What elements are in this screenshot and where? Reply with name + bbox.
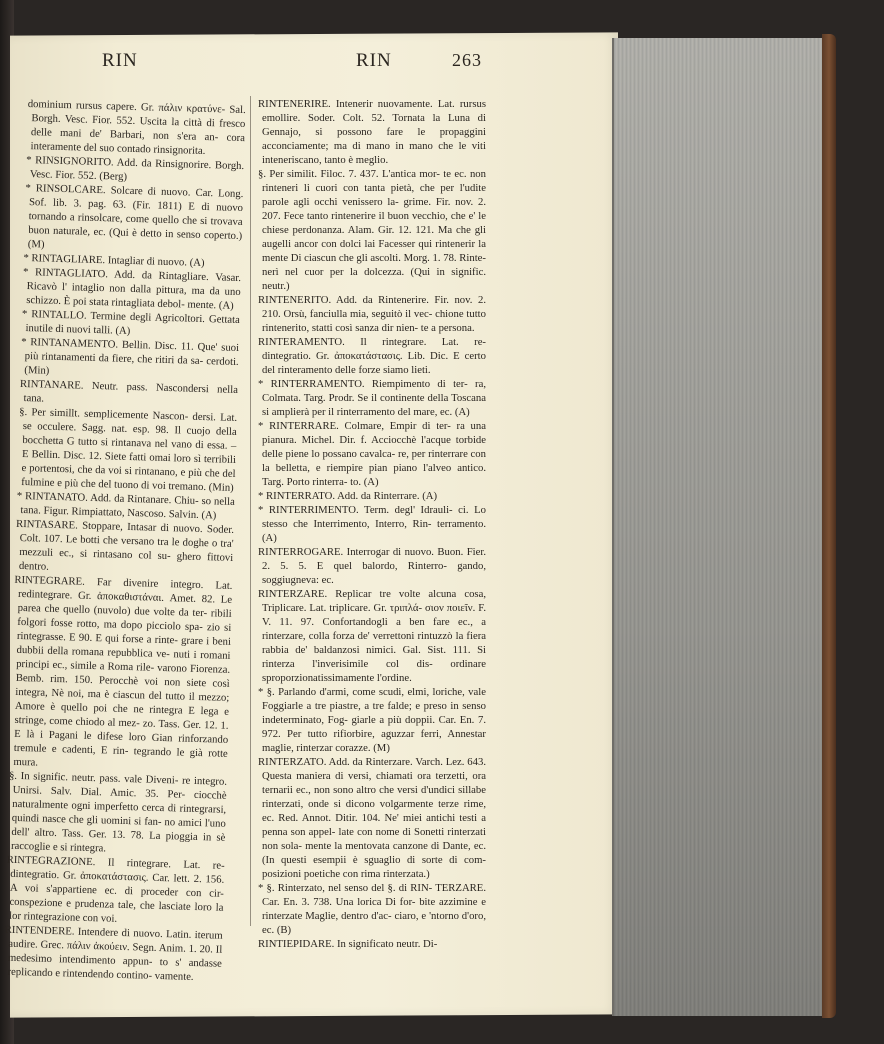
- center-running-head: RIN: [356, 50, 392, 71]
- dictionary-entry: * RINTERRAMENTO. Riempimento di ter- ra, Colmata. Targ. Prodr. Se il continente della Toscana si amplierà per il rinterramento del mare, ec. (A): [258, 378, 486, 418]
- dictionary-entry: RINTENERITO. Add. da Rintenerire. Fir. nov. 2. 210. Orsù, fanciulla mia, seguitò il vec- chione tutto rintenerito, statti così sanza dir nien- te a persona.: [258, 294, 486, 334]
- dictionary-entry: * RINSOLCARE. Solcare di nuovo. Car. Long. Sof. lib. 3. pag. 63. (Fir. 1811) E di nuovo tornando a rinsolcare, come quello che si trovava buon naturale, ec. (Qui è detto in senso coperto.) (M): [25, 181, 244, 251]
- left-text-column: [3, 97, 246, 985]
- column-divider: [250, 96, 251, 926]
- dictionary-entry: * RINTANATO. Add. da Rintanare. Chiu- so nella tana. Figur. Rimpiattato, Nascoso. Salvin. (A): [16, 489, 235, 522]
- dictionary-entry: RINTENDERE. Intendere di nuovo. Latin. iterum audire. Grec. πάλιν ἀκούειν. Segn. Anim. 1. 20. Il medesimo intendimento appun- to s' andasse replicando e rintendendo contino- vamente.: [4, 923, 223, 983]
- dictionary-entry: * RINTERRARE. Colmare, Empir di ter- ra una pianura. Michel. Dir. f. Acciocchè l'acque torbide delle piene lo possano cavalca- re, per rinterrare con la belletta, e riempire pian piano l'alveo antico. Targ. Porto rinterra- to. (A): [258, 420, 486, 488]
- dictionary-entry: * RINSIGNORITO. Add. da Rinsignorire. Borgh. Vesc. Fior. 552. (Berg): [26, 153, 245, 183]
- page-number: 263: [452, 50, 482, 70]
- dictionary-entry: RINTERAMENTO. Il rintegrare. Lat. re- dintegratio. Gr. ἀποκατάστασις. Lib. Dic. E certo del rinteramento delle forze siamo lieti.: [258, 336, 486, 376]
- dictionary-entry: RINTERZARE. Replicar tre volte alcuna cosa, Triplicare. Lat. triplicare. Gr. τριπλά- σιον ποιεῖν. F. V. 11. 97. Confortandogli a ben fare ec., a rinterzare, colla forza de' verrettoni rintuzzò la fiera rabbia de' baldanzosi nimici. Gal. Sist. 111. Si rinterza l'inverisimile col dis- ordinare sproporzionatissimamente l'ordine.: [258, 588, 486, 684]
- dictionary-entry: RINTENERIRE. Intenerir nuovamente. Lat. rursus emollire. Soder. Colt. 52. Tornata la Luna di Gennajo, si possono fare le propaggini acconciamente; ma di mano in mano che le viti inteneriscano, tanto è meglio.: [258, 98, 486, 166]
- left-running-head: RIN: [102, 50, 138, 71]
- dictionary-entry: * RINTAGLIATO. Add. da Rintagliare. Vasar. Ricavò l' intaglio non dalla pittura, ma da uno schizzo. È poi stata rintagliata debol- mente. (A): [22, 265, 242, 312]
- dictionary-entry: * RINTERRATO. Add. da Rinterrare. (A): [258, 490, 438, 502]
- dictionary-entry: * §. Rinterzato, nel senso del §. di RIN- TERZARE. Car. En. 3. 738. Una lorica Di for- bite azzimine e rinterzate Maglie, dentro d'ac- ciaro, e 'ntorno d'oro, ec. (B): [258, 882, 486, 936]
- book-page-edges: [612, 38, 828, 1016]
- dictionary-entry: RINTIEPIDARE. In significato neutr. Di-: [258, 938, 438, 950]
- dictionary-entry: RINTANARE. Neutr. pass. Nascondersi nella tana.: [19, 377, 239, 405]
- book-cover-edge: [822, 34, 836, 1018]
- dictionary-entry: * RINTAGLIARE. Intagliar di nuovo. (A): [23, 251, 205, 269]
- right-text-column: [258, 97, 486, 951]
- dictionary-entry: * RINTALLO. Termine degli Agricoltori. Gettata inutile di nuovi talli. (A): [21, 307, 241, 337]
- dictionary-entry: * RINTANAMENTO. Bellin. Disc. 11. Que' suoi più rintanamenti da fiere, che ritiri da sa- cerdoti. (Min): [20, 335, 240, 377]
- dictionary-entry: RINTASARE. Stoppare, Intasar di nuovo. Soder. Colt. 107. Le botti che versano tra le doghe o tra' mezzuli ec., si rintasano col su- ghero fittovi dentro.: [15, 517, 235, 573]
- dictionary-entry: * §. Parlando d'armi, come scudi, elmi, loriche, vale Foggiarle a tre piastre, a tre falde; e preso in senso indeterminato, Fog- giarle a più doppii. Car. En. 7. 972. Per tutto rifiorbire, aguzzar ferri, Annestar maglie, rinterzar corazze. (M): [258, 686, 486, 754]
- dictionary-entry: §. In signific. neutr. pass. vale Diveni- re integro. Unirsi. Salv. Dial. Amic. 35. Per- ciocchè naturalmente ogni imperfetto cerca di rintegrarsi, quindi nasce che gli uomini si fan- no amici l'uno dell' altro. Tass. Ger. 13. 78. La pioggia in sè raccoglie e si rintegra.: [8, 769, 228, 855]
- dictionary-entry: RINTERZATO. Add. da Rinterzare. Varch. Lez. 643. Questa maniera di versi, chiamati ora terzetti, ora ternarii ec., non sono altro che versi d'undici sillabe rinterzati, onde si dicono volgarmente terze rime, ec. Red. Annot. Ditir. 104. Ne' miei antichi testi a penna son appel- late con nome di Sonetti rinterzati non sola- mente la mentovata canzone di Dante, ec. (In questi esempii è sguaglio di sorte di com- posizioni poetiche con rima rinterzata.): [258, 756, 486, 880]
- dictionary-entry: * RINTERRIMENTO. Term. degl' Idrauli- ci. Lo stesso che Interrimento, Interro, Rin- terramento. (A): [258, 504, 486, 544]
- dictionary-entry: dominium rursus capere. Gr. πάλιν κρατύνε- Sal. Borgh. Vesc. Fior. 552. Uscita la città di fresco delle mani de' Barbari, non s'era an- cora interamente del suo contado rinsignorita.: [27, 97, 246, 157]
- dictionary-entry: RINTEGRAZIONE. Il rintegrare. Lat. re- dintegratio. Gr. ἀποκατάστασις. Car. lett. 2. 156. A voi s'appartiene ec. di proceder con cir- conspezione e prudenza tale, che lasciate loro la lor rintegrazione con voi.: [6, 853, 225, 925]
- dictionary-entry: RINTERROGARE. Interrogar di nuovo. Buon. Fier. 2. 5. 5. E quel balordo, Rinterro- gando, soggiugneva: ec.: [258, 546, 486, 586]
- dictionary-entry: RINTEGRARE. Far divenire integro. Lat. redintegrare. Gr. ἀποκαθιστάναι. Amet. 82. Le parea che quello (nuvolo) due volte da ter- ribili folgori fosse rotto, ma dopo picciolo spa- zio si rintegrasse. E 90. E qui forse a rinte- grare i beni dubbii della romana repubblica ve- nuti i romani principi ec., simile a Roma rile- varono Fiorenza. Bemb. rim. 150. Perocchè voi non siete così integra, Nè noi, ma è ciascun del tutto il mezzo; Amore è quello poi che ne rintegra E lega e stringe, come chiodo al mez- zo. Tass. Ger. 12. 1. E là i Pagani le difese loro Gian rinforzando tremule e cadenti, E rin- tegrando le già rotte mura.: [13, 573, 233, 769]
- dictionary-entry: §. Per similit. Filoc. 7. 437. L'antica mor- te ec. non rinteneri li cuori con tanta pietà, che per l'udite parole agli occhi venissero la- grime. Fir. nov. 2. 207. Fece tanto rintenerire il buon vecchio, che e' le chiese perdonanza. Alam. Gir. 12. 121. Ma che gli augelli ancor con dolci lai Facesser qui rintenerir la mente Di ciascun che gli ascolti. Morg. 1. 78. Rinte- nerì nel cuor per la dolcezza. (Qui in signific. neutr.): [258, 168, 486, 292]
- dictionary-entry: §. Per simillt. semplicemente Nascon- dersi. Lat. se occulere. Sagg. nat. esp. 98. Il cuojo della bocchetta G tutto si rintanava nel vano di essa. – E Bellin. Disc. 12. Siete fatti omai loro sì terribili e portentosi, che da voi si rintanano, e più che del fulmine e più che del tuono di voi tremano. (Min): [19, 405, 238, 494]
